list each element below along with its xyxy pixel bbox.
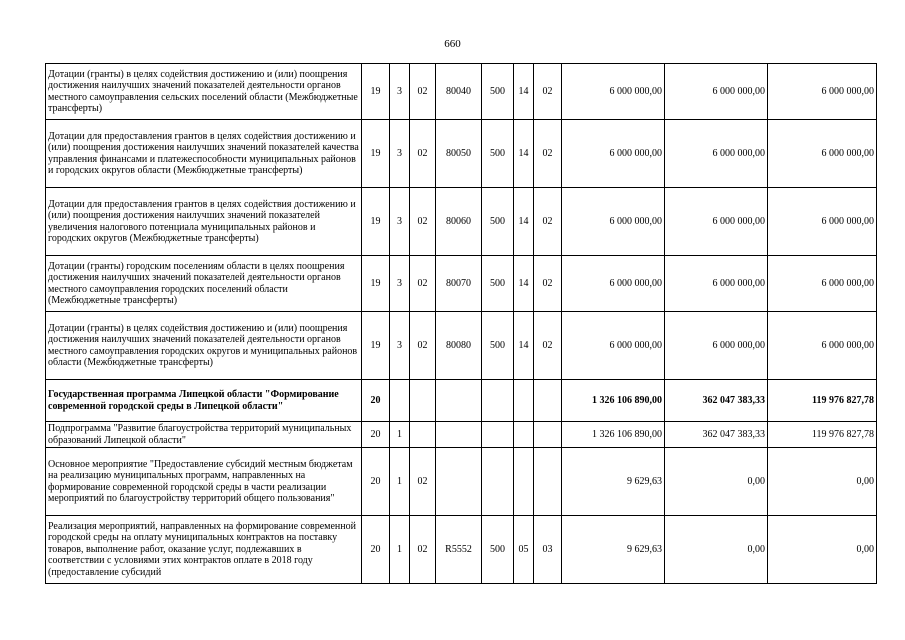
subsection-cell (534, 380, 562, 422)
expense-type-cell: 500 (482, 312, 514, 380)
expense-type-cell: 500 (482, 120, 514, 188)
code-event-cell: 02 (410, 312, 436, 380)
code-event-cell: 02 (410, 120, 436, 188)
code-program-cell: 19 (362, 312, 390, 380)
amount-year1-cell: 6 000 000,00 (562, 256, 665, 312)
subsection-cell: 02 (534, 188, 562, 256)
code-direction-cell (436, 448, 482, 516)
row-name-cell: Дотации (гранты) в целях содействия достижению и (или) поощрения достижения наилучших значений показателей деятельности органов местного самоуправления городских округов и муниципальных районов области (Межбюджетные трансферты) (46, 312, 362, 380)
code-direction-cell: 80040 (436, 64, 482, 120)
table-row (46, 64, 877, 120)
expense-type-cell: 500 (482, 188, 514, 256)
code-direction-cell: 80050 (436, 120, 482, 188)
code-subprogram-cell: 1 (390, 422, 410, 448)
expense-type-cell (482, 380, 514, 422)
expense-type-cell: 500 (482, 256, 514, 312)
table-row (46, 422, 877, 448)
code-direction-cell: R5552 (436, 516, 482, 584)
section-cell (514, 422, 534, 448)
table-row (46, 188, 877, 256)
code-program-cell: 20 (362, 422, 390, 448)
code-direction-cell: 80080 (436, 312, 482, 380)
expense-type-cell (482, 448, 514, 516)
table-row (46, 448, 877, 516)
code-direction-cell: 80060 (436, 188, 482, 256)
amount-year2-cell: 0,00 (665, 448, 768, 516)
row-name-cell: Дотации (гранты) в целях содействия достижению и (или) поощрения достижения наилучших значений показателей деятельности органов местного самоуправления сельских поселений области (Межбюджетные трансферты) (46, 64, 362, 120)
table-row (46, 312, 877, 380)
section-cell: 14 (514, 188, 534, 256)
row-name-cell: Дотации для предоставления грантов в целях содействия достижению и (или) поощрения достижения наилучших значений показателей качества управления финансами и платежеспособности муниципальных районов и городских округов области (Межбюджетные трансферты) (46, 120, 362, 188)
code-subprogram-cell: 3 (390, 64, 410, 120)
code-event-cell (410, 422, 436, 448)
subsection-cell: 02 (534, 312, 562, 380)
amount-year3-cell: 0,00 (768, 516, 877, 584)
amount-year2-cell: 362 047 383,33 (665, 380, 768, 422)
amount-year1-cell: 9 629,63 (562, 448, 665, 516)
table-row (46, 516, 877, 584)
section-cell (514, 448, 534, 516)
row-name-cell: Реализация мероприятий, направленных на формирование современной городской среды на оплату муниципальных контрактов на поставку товаров, выполнение работ, оказание услуг, подлежавших в соответствии с условиями этих контрактов оплате в 2018 году (предоставление субсидий (46, 516, 362, 584)
expense-type-cell: 500 (482, 516, 514, 584)
amount-year1-cell: 6 000 000,00 (562, 64, 665, 120)
section-cell: 14 (514, 64, 534, 120)
section-cell: 14 (514, 120, 534, 188)
subsection-cell: 03 (534, 516, 562, 584)
amount-year2-cell: 6 000 000,00 (665, 256, 768, 312)
amount-year3-cell: 119 976 827,78 (768, 380, 877, 422)
code-direction-cell: 80070 (436, 256, 482, 312)
amount-year1-cell: 1 326 106 890,00 (562, 422, 665, 448)
code-event-cell: 02 (410, 516, 436, 584)
code-program-cell: 20 (362, 516, 390, 584)
code-subprogram-cell: 3 (390, 188, 410, 256)
amount-year3-cell: 6 000 000,00 (768, 120, 877, 188)
row-name-cell: Подпрограмма "Развитие благоустройства территорий муниципальных образований Липецкой области" (46, 422, 362, 448)
amount-year1-cell: 6 000 000,00 (562, 120, 665, 188)
amount-year2-cell: 0,00 (665, 516, 768, 584)
amount-year1-cell: 6 000 000,00 (562, 188, 665, 256)
section-cell: 14 (514, 312, 534, 380)
code-program-cell: 19 (362, 64, 390, 120)
amount-year1-cell: 9 629,63 (562, 516, 665, 584)
table-row (46, 380, 877, 422)
code-program-cell: 19 (362, 188, 390, 256)
expense-type-cell (482, 422, 514, 448)
code-subprogram-cell: 1 (390, 516, 410, 584)
page-number: 660 (444, 38, 461, 50)
row-name-cell: Дотации для предоставления грантов в целях содействия достижению и (или) поощрения достижения наилучших значений показателей увеличения налогового потенциала муниципальных районов и городских округов (Межбюджетные трансферты) (46, 188, 362, 256)
code-event-cell: 02 (410, 188, 436, 256)
code-program-cell: 19 (362, 256, 390, 312)
code-subprogram-cell: 3 (390, 312, 410, 380)
table-row (46, 120, 877, 188)
row-name-cell: Дотации (гранты) городским поселениям области в целях поощрения достижения наилучших значений показателей деятельности органов местного самоуправления городских поселений области (Межбюджетные трансферты) (46, 256, 362, 312)
code-event-cell: 02 (410, 448, 436, 516)
amount-year1-cell: 6 000 000,00 (562, 312, 665, 380)
code-program-cell: 19 (362, 120, 390, 188)
expense-type-cell: 500 (482, 64, 514, 120)
subsection-cell: 02 (534, 64, 562, 120)
row-name-cell: Государственная программа Липецкой области "Формирование современной городской среды в Липецкой области" (46, 380, 362, 422)
section-cell: 05 (514, 516, 534, 584)
subsection-cell (534, 422, 562, 448)
section-cell: 14 (514, 256, 534, 312)
amount-year2-cell: 6 000 000,00 (665, 120, 768, 188)
subsection-cell: 02 (534, 256, 562, 312)
code-direction-cell (436, 380, 482, 422)
code-event-cell: 02 (410, 64, 436, 120)
amount-year3-cell: 6 000 000,00 (768, 188, 877, 256)
amount-year2-cell: 6 000 000,00 (665, 188, 768, 256)
subsection-cell (534, 448, 562, 516)
code-event-cell (410, 380, 436, 422)
amount-year2-cell: 6 000 000,00 (665, 64, 768, 120)
budget-table (45, 63, 877, 584)
row-name-cell: Основное мероприятие "Предоставление субсидий местным бюджетам на реализацию муниципальных программ, направленных на формирование современной городской среды в части реализации мероприятий по благоустройству территорий общего пользования" (46, 448, 362, 516)
subsection-cell: 02 (534, 120, 562, 188)
code-program-cell: 20 (362, 448, 390, 516)
table-body (46, 64, 877, 584)
amount-year3-cell: 6 000 000,00 (768, 256, 877, 312)
code-direction-cell (436, 422, 482, 448)
amount-year3-cell: 0,00 (768, 448, 877, 516)
code-subprogram-cell: 3 (390, 256, 410, 312)
amount-year3-cell: 6 000 000,00 (768, 312, 877, 380)
amount-year1-cell: 1 326 106 890,00 (562, 380, 665, 422)
amount-year3-cell: 119 976 827,78 (768, 422, 877, 448)
code-event-cell: 02 (410, 256, 436, 312)
code-program-cell: 20 (362, 380, 390, 422)
amount-year2-cell: 362 047 383,33 (665, 422, 768, 448)
table-row (46, 256, 877, 312)
amount-year2-cell: 6 000 000,00 (665, 312, 768, 380)
section-cell (514, 380, 534, 422)
amount-year3-cell: 6 000 000,00 (768, 64, 877, 120)
code-subprogram-cell: 3 (390, 120, 410, 188)
code-subprogram-cell: 1 (390, 448, 410, 516)
code-subprogram-cell (390, 380, 410, 422)
